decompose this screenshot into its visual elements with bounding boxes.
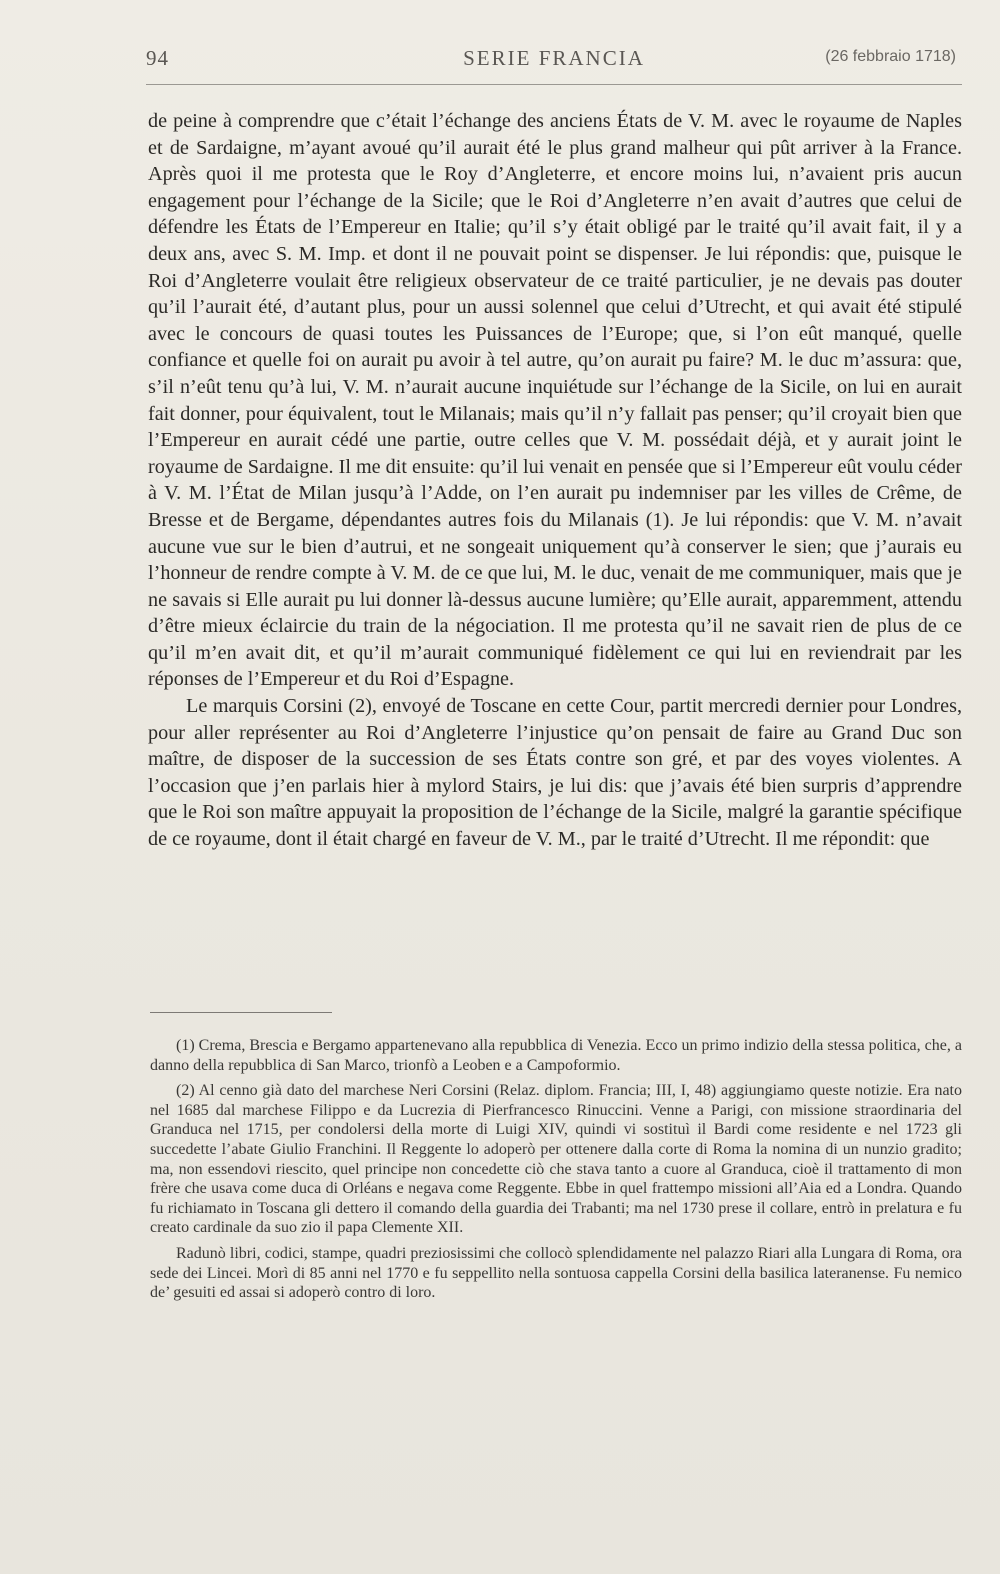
running-title: SERIE FRANCIA <box>463 46 645 70</box>
footnote-1: (1) Crema, Brescia e Bergamo appartenevano alla repubblica di Venezia. Ecco un primo indizio della stessa politica, che, a danno della repubblica di San Marco, trionfò a Leoben e a Campoformio. <box>150 1037 962 1074</box>
main-text <box>148 108 962 853</box>
header-date: (26 febbraio 1718) <box>825 48 956 65</box>
header-rule <box>146 84 962 85</box>
footnote-2: (2) Al cenno già dato del marchese Neri Corsini (Relaz. diplom. Francia; III, I, 48) aggiungiamo queste notizie. Era nato nel 1685 dal marchese Filippo e da Lucrezia di Pierfrancesco Rinuccini. Venne a Parigi, con missione straordinaria del Granduca nel 1715, per condolersi della morte di Luigi XIV, quindi vi sostituì il Bardi come residente e nel 1723 gli succedette l’abate Giulio Franchini. Il Reggente lo adoperò per ottenere dalla corte di Roma la nomina di un nunzio gradito; ma, non essendovi riescito, quel principe non concedette ciò che stava tanto a cuore al Granduca, cioè il trattamento di mon frère che usava come duca di Orléans e negava come Reggente. Ebbe in quel frattempo missioni all’Aia ed a Londra. Quando fu richiamato in Toscana gli dettero il comando della guardia dei Trabanti; ma nel 1730 prese il collare, entrò in prelatura e fu creato cardinale da suo zio il papa Clemente XII. <box>150 1082 962 1237</box>
footnote-2-continued: Radunò libri, codici, stampe, quadri preziosissimi che collocò splendidamente nel palazzo Riari alla Lungara di Roma, ora sede dei Lincei. Morì di 85 anni nel 1770 e fu seppellito nella sontuosa cappella Corsini della basilica lateranense. Fu nemico de’ gesuiti ed assai si adoperò contro di loro. <box>150 1244 962 1302</box>
page-number: 94 <box>146 46 169 70</box>
footnote-rule <box>150 1012 332 1013</box>
body-paragraph-2: Le marquis Corsini (2), envoyé de Toscane en cette Cour, partit mercredi dernier pour Londres, pour aller représenter au Roi d’Angleterre l’injustice qu’on pensait de faire au Grand Duc son maître, de disposer de la succession de ses États contre son gré, et par des voyes violentes. A l’occasion que j’en parlais hier à mylord Stairs, je lui dis: que j’avais été bien surpris d’apprendre que le Roi son maître appuyait la proposition de l’échange de la Sicile, malgré la garantie spécifique de ce royaume, dont il était chargé en faveur de V. M., par le traité d’Utrecht. Il me répondit: que <box>148 695 962 851</box>
footnotes <box>150 1036 962 1303</box>
page-header <box>146 44 962 78</box>
body-paragraph-1: de peine à comprendre que c’était l’échange des anciens États de V. M. avec le royaume de Naples et de Sardaigne, m’ayant avoué qu’il aurait été le plus grand malheur qui pût arriver à la France. Après quoi il me protesta que le Roy d’Angleterre, et encore moins lui, n’avaient pris aucun engagement pour l’échange de la Sicile; que le Roi d’Angleterre n’en avait d’autres que celui de défendre les États de l’Empereur en Italie; qu’il s’y était obligé par le traité qu’il avait fait, il y a deux ans, avec S. M. Imp. et dont il ne pouvait point se dispenser. Je lui répondis: que, puisque le Roi d’Angleterre voulait être religieux observateur de ce traité particulier, je ne devais pas douter qu’il l’aurait été, d’autant plus, pour un aussi solennel que celui d’Utrecht, et qui avait été stipulé avec le concours de quasi toutes les Puissances de l’Europe; que, si l’on eût manqué, quelle confiance et quelle foi on aurait pu avoir à tel autre, qu’on aurait pu faire? M. le duc m’assura: que, s’il n’eût tenu qu’à lui, V. M. n’aurait aucune inquiétude sur l’échange de la Sicile, on lui en aurait fait donner, pour équivalent, tout le Milanais; mais qu’il n’y fallait pas penser; qu’il croyait bien que l’Empereur en aurait cédé une partie, outre celles que V. M. possédait déjà, et y aurait joint le royaume de Sardaigne. Il me dit ensuite: qu’il lui venait en pensée que si l’Empereur eût voulu céder à V. M. l’État de Milan jusqu’à l’Adde, on l’en aurait pu indemniser par les villes de Crême, de Bresse et de Bergame, dépendantes autres fois du Milanais (1). Je lui répondis: que V. M. n’avait aucune vue sur le bien d’autrui, et ne songeait uniquement qu’à conserver le sien; que j’aurais eu l’honneur de rendre compte à V. M. de ce que lui, M. le duc, venait de me communiquer, mais que je ne savais si Elle aurait pu lui donner là-dessus aucune lumière; qu’Elle aurait, apparemment, attendu d’être mieux éclaircie du train de la négociation. Il me protesta qu’il ne savait rien de plus de ce qu’il m’en avait dit, et qu’il m’aurait communiqué fidèlement ce qui lui en reviendrait par les réponses de l’Empereur et du Roi d’Espagne. <box>148 110 962 691</box>
